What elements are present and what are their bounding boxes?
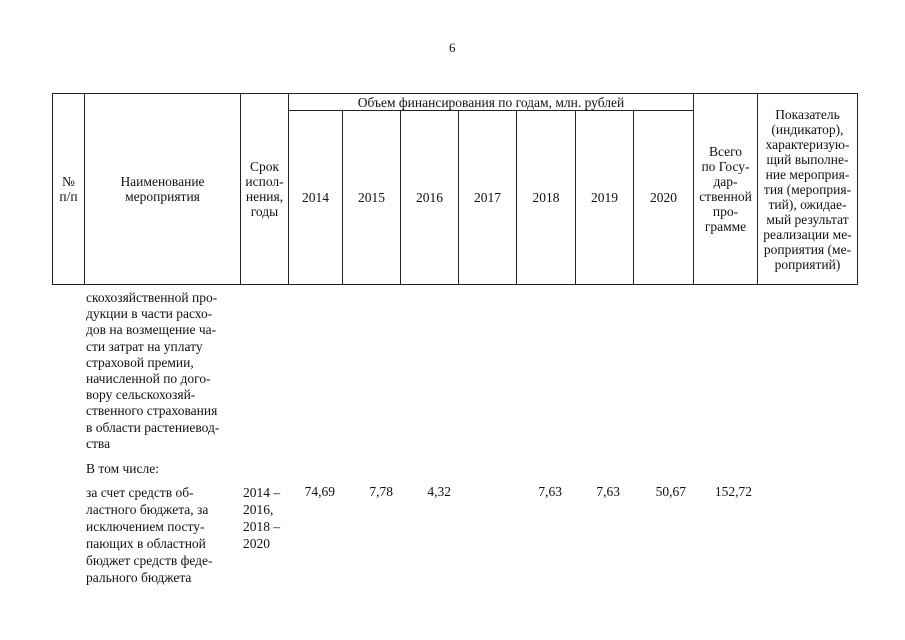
- header-total-line: ственной: [699, 189, 752, 204]
- header-num-line: №: [62, 174, 75, 189]
- header-funding-title: Объем финансирования по годам, млн. рублей: [289, 94, 694, 111]
- header-indicator-line: ние мероприя-: [765, 166, 850, 182]
- page-number: 6: [449, 40, 456, 55]
- header-total-cell: [694, 94, 758, 285]
- value-2016: 4,32: [427, 484, 451, 499]
- value-total: 152,72: [714, 484, 752, 499]
- header-year-2019: 2019: [576, 111, 634, 285]
- row-name-line: ластного бюджета, за: [86, 502, 209, 517]
- header-indicator-line: характеризую-: [765, 136, 850, 152]
- row-term-line: 2020: [243, 536, 270, 551]
- continued-line: вору сельскохозяй-: [86, 387, 196, 403]
- header-indicator-line: тия (мероприя-: [763, 181, 852, 197]
- header-name-line: мероприятия: [125, 189, 200, 204]
- header-year-2018: 2018: [517, 111, 576, 285]
- header-total-line: Всего: [708, 144, 743, 159]
- header-term-line: Срок: [249, 159, 280, 174]
- header-term-line: годы: [250, 204, 279, 219]
- continued-line: ства: [86, 435, 111, 451]
- row-name-line: бюджет средств феде-: [86, 553, 213, 568]
- continued-line: скохозяйственной про-: [86, 290, 218, 305]
- header-name-line: Наименование: [120, 174, 205, 189]
- row-term: [243, 484, 280, 552]
- continued-line: ственного страхования: [86, 403, 218, 419]
- header-year-2015: 2015: [343, 111, 401, 285]
- row-name-line: пающих в областной: [86, 536, 206, 551]
- header-year-2014: 2014: [289, 111, 343, 285]
- header-indicator-line: (индикатор),: [771, 121, 844, 137]
- header-year-2020: 2020: [634, 111, 694, 285]
- header-indicator-line: реализации ме-: [763, 226, 852, 242]
- header-indicator-line: роприятий): [774, 256, 841, 272]
- header-total-line: по Госу-: [701, 159, 750, 174]
- header-indicator-line: щий выполне-: [766, 151, 849, 167]
- value-2020: 50,67: [655, 484, 686, 499]
- including-label: В том числе:: [86, 461, 159, 476]
- continued-line: дукции в части расхо-: [86, 306, 213, 322]
- header-name-cell: [85, 94, 241, 285]
- row-term-line: 2016,: [243, 502, 274, 517]
- header-total-line: дар-: [713, 174, 738, 189]
- continued-line: начисленной по дого-: [86, 371, 211, 387]
- header-total-line: грамме: [704, 219, 747, 234]
- continued-line: сти затрат на уплату: [86, 338, 203, 354]
- header-year-2016: 2016: [401, 111, 459, 285]
- value-2018: 7,63: [538, 484, 562, 499]
- header-term-line: испол-: [245, 174, 284, 189]
- header-indicator-line: мый результат: [766, 211, 849, 227]
- continued-line: страховой премии,: [86, 354, 194, 370]
- row-name-line: за счет средств об-: [86, 485, 194, 500]
- header-term-cell: [241, 94, 289, 285]
- header-num-cell: [53, 94, 85, 285]
- header-term-line: нения,: [245, 189, 284, 204]
- table-header: [52, 93, 858, 285]
- header-num-line: п/п: [59, 189, 78, 204]
- header-total-line: про-: [712, 204, 739, 219]
- value-2015: 7,78: [369, 484, 393, 499]
- row-term-line: 2018 –: [243, 519, 281, 534]
- row-term-line: 2014 –: [243, 485, 281, 500]
- header-indicator-line: Показатель: [775, 106, 840, 122]
- row-name: [86, 484, 243, 586]
- header-year-2017: 2017: [459, 111, 517, 285]
- row-name-line: рального бюджета: [86, 570, 192, 585]
- row-name-line: исключением посту-: [86, 519, 205, 534]
- continued-measure-name: [86, 290, 242, 452]
- value-2019: 7,63: [596, 484, 620, 499]
- header-indicator-line: тий), ожидае-: [768, 196, 847, 212]
- continued-line: дов на возмещение ча-: [86, 322, 217, 338]
- value-2014: 74,69: [304, 484, 335, 499]
- continued-line: в области растениевод-: [86, 419, 220, 435]
- header-indicator-line: роприятия (ме-: [763, 241, 852, 257]
- header-indicator-cell: [758, 94, 858, 285]
